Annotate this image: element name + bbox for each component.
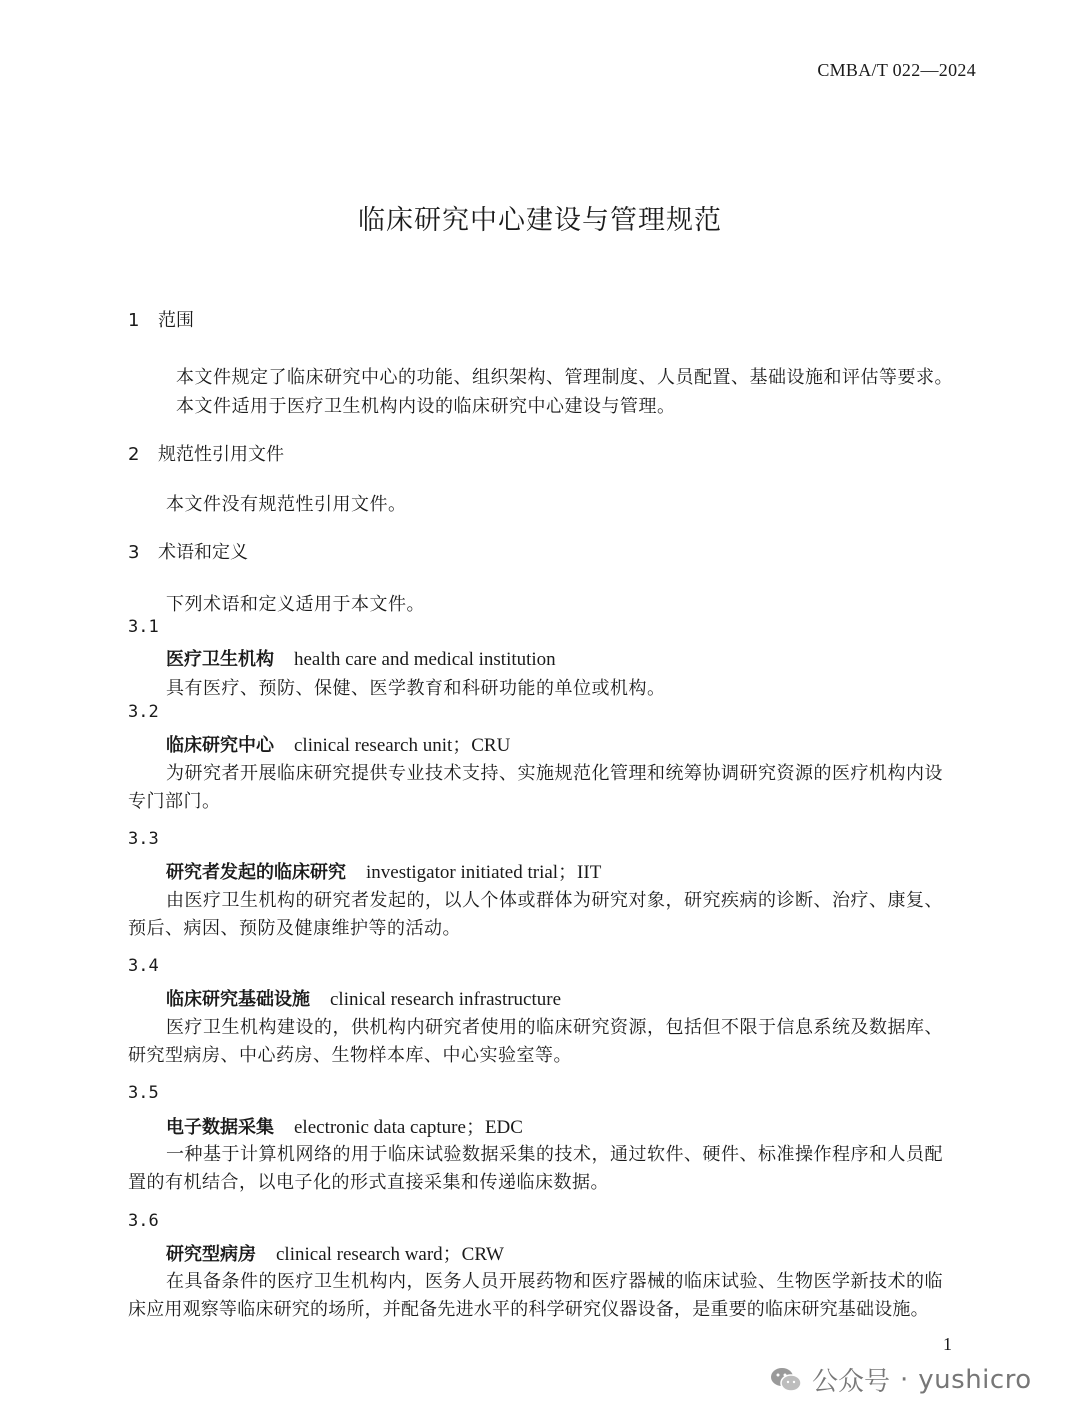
clause-number: 3.2 — [128, 702, 159, 722]
paragraph: 本文件适用于医疗卫生机构内设的临床研究中心建设与管理。 — [176, 396, 676, 417]
clause-number: 3.3 — [128, 829, 159, 849]
term-definition: 置的有机结合，以电子化的形式直接采集和传递临床数据。 — [128, 1172, 609, 1193]
term-zh: 医疗卫生机构 — [166, 649, 274, 670]
term-entry — [166, 730, 510, 757]
section-2-heading — [128, 440, 284, 466]
section-number: 1 — [128, 310, 140, 331]
wechat-icon — [770, 1367, 802, 1393]
clause-number: 3.1 — [128, 617, 159, 637]
term-en: clinical research ward；CRW — [276, 1244, 504, 1265]
page-number: 1 — [943, 1334, 952, 1354]
section-title: 范围 — [158, 310, 194, 331]
term-entry — [166, 1239, 504, 1266]
term-en: health care and medical institution — [294, 649, 556, 670]
term-entry — [166, 645, 556, 671]
term-en: electronic data capture；EDC — [294, 1117, 523, 1138]
header-code: CMBA/T 022—2024 — [817, 60, 976, 80]
term-zh: 研究型病房 — [166, 1244, 256, 1265]
term-definition: 具有医疗、预防、保健、医学教育和科研功能的单位或机构。 — [166, 678, 666, 699]
document-title: 临床研究中心建设与管理规范 — [358, 205, 722, 236]
term-zh: 临床研究基础设施 — [166, 989, 310, 1010]
clause-number: 3.5 — [128, 1083, 159, 1103]
term-zh: 电子数据采集 — [166, 1117, 274, 1138]
term-entry — [166, 1112, 523, 1139]
paragraph: 本文件没有规范性引用文件。 — [166, 494, 407, 515]
term-definition: 由医疗卫生机构的研究者发起的，以人个体或群体为研究对象，研究疾病的诊断、治疗、康复、 — [166, 890, 943, 911]
section-title: 术语和定义 — [158, 542, 248, 563]
term-definition: 研究型病房、中心药房、生物样本库、中心实验室等。 — [128, 1045, 572, 1066]
watermark — [770, 1361, 1032, 1398]
section-title: 规范性引用文件 — [158, 444, 284, 465]
term-definition: 预后、病因、预防及健康维护等的活动。 — [128, 918, 461, 939]
term-en: clinical research unit；CRU — [294, 735, 511, 756]
section-number: 2 — [128, 444, 140, 465]
paragraph: 下列术语和定义适用于本文件。 — [166, 594, 425, 615]
term-definition: 为研究者开展临床研究提供专业技术支持、实施规范化管理和统筹协调研究资源的医疗机构内设 — [166, 763, 943, 784]
watermark-label: 公众号 — [812, 1367, 891, 1397]
term-zh: 研究者发起的临床研究 — [166, 862, 346, 883]
term-definition: 在具备条件的医疗卫生机构内，医务人员开展药物和医疗器械的临床试验、生物医学新技术的临 — [166, 1271, 943, 1292]
section-3-heading — [128, 538, 248, 564]
term-en: clinical research infrastructure — [330, 989, 562, 1010]
term-entry — [166, 857, 601, 884]
clause-number: 3.6 — [128, 1211, 159, 1231]
term-definition: 床应用观察等临床研究的场所，并配备先进水平的科学研究仪器设备，是重要的临床研究基础设施。 — [128, 1299, 929, 1320]
section-1-heading — [128, 306, 194, 332]
term-zh: 临床研究中心 — [166, 735, 274, 756]
term-definition: 一种基于计算机网络的用于临床试验数据采集的技术，通过软件、硬件、标准操作程序和人员配 — [166, 1144, 943, 1165]
paragraph: 本文件规定了临床研究中心的功能、组织架构、管理制度、人员配置、基础设施和评估等要求。 — [176, 367, 953, 388]
term-entry — [166, 985, 561, 1011]
watermark-handle: yushicro — [918, 1364, 1032, 1395]
term-en: investigator initiated trial；IIT — [366, 862, 602, 883]
term-definition: 专门部门。 — [128, 791, 221, 812]
section-number: 3 — [128, 542, 140, 563]
watermark-separator: · — [900, 1364, 909, 1395]
clause-number: 3.4 — [128, 956, 159, 976]
term-definition: 医疗卫生机构建设的，供机构内研究者使用的临床研究资源，包括但不限于信息系统及数据库、 — [166, 1017, 943, 1038]
